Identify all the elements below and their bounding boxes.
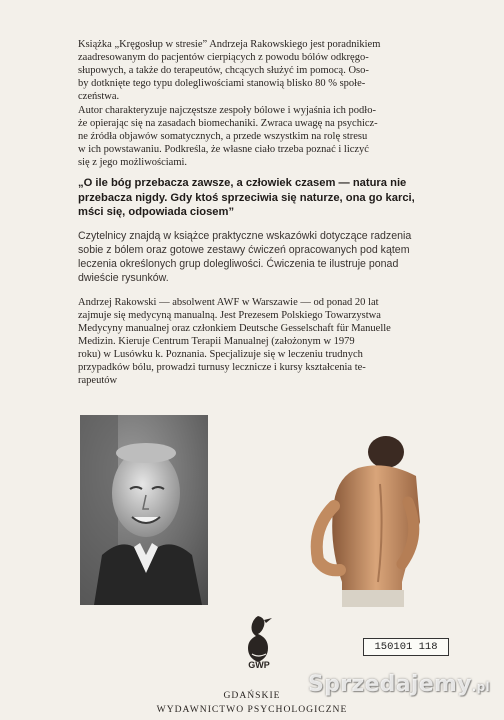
watermark-main: Sprzedajemy xyxy=(308,672,472,697)
text-line: rapeutów xyxy=(78,375,118,386)
publisher-line-1: GDAŃSKIE xyxy=(223,690,281,701)
back-pain-photo xyxy=(298,432,428,607)
gwp-logo xyxy=(238,612,280,670)
author-bio xyxy=(78,296,438,387)
text-line: roku) w Lusówku k. Poznania. Specjalizuje się w leczeniu trudnych xyxy=(78,349,363,360)
highlighted-quote xyxy=(78,176,440,220)
text-line: ne źródła objawów somatycznych, a przede wszystkim na rolę stresu xyxy=(78,131,368,142)
text-line: przypadków bólu, prowadzi turnusy lecznicze i kursy kształcenia te- xyxy=(78,362,366,373)
text-line: Andrzej Rakowski — absolwent AWF w Warszawie — od ponad 20 lat xyxy=(78,297,379,308)
text-line: Medizin. Kieruje Centrum Terapii Manualnej (założonym w 1979 xyxy=(78,336,355,347)
text-line: dwieście rysunków. xyxy=(78,272,169,284)
text-line: czeństwa. xyxy=(78,91,120,102)
quote-line: „O ile bóg przebacza zawsze, a człowiek czasem — natura nie xyxy=(78,177,407,189)
text-line: zaadresowanym do pacjentów cierpiących z powodu bólów odkręgo- xyxy=(78,52,369,63)
text-line: się z jego możliwościami. xyxy=(78,157,188,168)
text-line: w ich powstawaniu. Podkreśla, że własne ciało trzeba poznać i liczyć xyxy=(78,144,369,155)
text-line: sobie z bólem oraz gotowe zestawy ćwiczeń opracowanych pod kątem xyxy=(78,244,410,256)
blurb-paragraph-2 xyxy=(78,104,438,169)
text-line: Czytelnicy znajdą w książce praktyczne wskazówki dotyczące radzenia xyxy=(78,230,412,242)
publisher-line-2: WYDAWNICTWO PSYCHOLOGICZNE xyxy=(156,704,348,715)
text-line: Medycyny manualnej oraz członkiem Deutsche Gesselschaft für Manuelle xyxy=(78,323,391,334)
text-line: Książka „Kręgosłup w stresie” Andrzeja Rakowskiego jest poradnikiem xyxy=(78,39,381,50)
text-line: że opierając się na zasadach biomechaniki. Zwraca uwagę na psychicz- xyxy=(78,118,378,129)
logo-text: GWP xyxy=(248,660,270,670)
quote-line: przebacza nigdy. Gdy ktoś sprzeciwia się naturze, ona go karci, xyxy=(78,191,415,204)
quote-line: mści się, odpowiada ciosem” xyxy=(78,206,235,219)
text-line: leczenia określonych grup dolegliwości. Ćwiczenia te ilustruje ponad xyxy=(78,258,399,270)
text-line: słupowych, a także do terapeutów, chcących służyć im pomocą. Oso- xyxy=(78,65,369,76)
text-line: Autor charakteryzuje najczęstsze zespoły bólowe i wyjaśnia ich podło- xyxy=(78,105,376,116)
author-photo xyxy=(80,415,208,605)
watermark-suffix: .pl xyxy=(471,680,490,694)
blurb-paragraph-1 xyxy=(78,38,438,103)
blurb-paragraph-3 xyxy=(78,229,438,285)
text-line: zajmuje się medycyną manualną. Jest Prezesem Polskiego Towarzystwa xyxy=(78,310,381,321)
site-watermark xyxy=(308,672,490,697)
text-line: by dotknięte tego typu dolegliwościami stanowią blisko 80 % społe- xyxy=(78,78,366,89)
inventory-label: 150101 118 xyxy=(363,638,449,656)
